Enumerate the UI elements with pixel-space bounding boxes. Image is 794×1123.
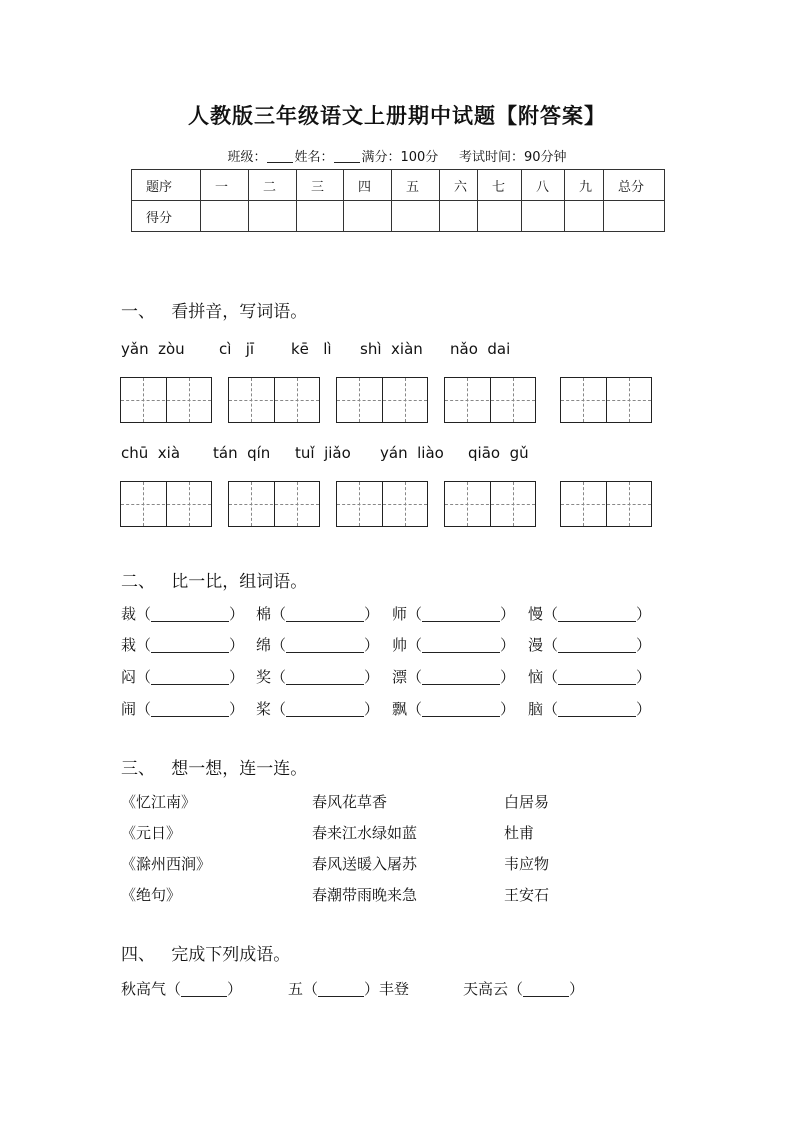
pinyin: tán qín xyxy=(213,444,271,462)
poem-title[interactable]: 《忆江南》 xyxy=(121,793,197,811)
poem-line[interactable]: 春风花草香 xyxy=(312,793,388,811)
close-paren: ） xyxy=(364,605,380,623)
close-paren: ） xyxy=(636,605,652,623)
page-title: 人教版三年级语文上册期中试题【附答案】 xyxy=(188,104,606,128)
idiom-after: ）丰登 xyxy=(364,980,410,998)
poem-title[interactable]: 《元日》 xyxy=(121,824,182,842)
idiom-item xyxy=(463,978,584,999)
compare-char: 闷 xyxy=(121,668,137,686)
close-paren: ） xyxy=(636,636,652,654)
open-paren: （ xyxy=(136,668,152,686)
score-header-cell: 一 xyxy=(201,170,249,201)
score-header-cell: 七 xyxy=(478,170,522,201)
poet-name[interactable]: 王安石 xyxy=(504,886,550,904)
score-cell[interactable] xyxy=(478,201,522,232)
close-paren: ） xyxy=(500,700,516,718)
class-label: 班级： xyxy=(227,150,267,165)
open-paren: （ xyxy=(136,605,152,623)
close-paren: ） xyxy=(364,636,380,654)
open-paren: （ xyxy=(407,636,423,654)
section2-title: 二、 比一比，组词语。 xyxy=(121,572,308,592)
idiom-before: 五（ xyxy=(288,980,319,998)
pinyin: shì xiàn xyxy=(360,340,423,358)
idiom-blank[interactable] xyxy=(318,982,364,997)
score-cell[interactable] xyxy=(522,201,565,232)
answer-blank[interactable] xyxy=(286,607,364,622)
open-paren: （ xyxy=(543,636,559,654)
compare-item xyxy=(256,634,379,655)
compare-item xyxy=(528,634,651,655)
answer-blank[interactable] xyxy=(422,638,500,653)
answer-blank[interactable] xyxy=(558,607,636,622)
score-row-label: 得分 xyxy=(132,201,201,232)
compare-char: 漫 xyxy=(528,636,544,654)
compare-item xyxy=(256,603,379,624)
poem-title[interactable]: 《滁州西涧》 xyxy=(121,855,212,873)
writing-grid[interactable] xyxy=(560,481,652,527)
open-paren: （ xyxy=(543,668,559,686)
idiom-after: ） xyxy=(227,980,243,998)
score-cell[interactable] xyxy=(344,201,392,232)
answer-blank[interactable] xyxy=(151,607,229,622)
compare-char: 裁 xyxy=(121,605,137,623)
pinyin: yán liào xyxy=(380,444,444,462)
compare-item xyxy=(528,666,651,687)
idiom-blank[interactable] xyxy=(181,982,227,997)
compare-item xyxy=(121,698,244,719)
compare-item xyxy=(392,698,515,719)
score-table xyxy=(131,169,665,232)
pinyin: qiāo gǔ xyxy=(468,444,529,462)
idiom-after: ） xyxy=(569,980,585,998)
answer-blank[interactable] xyxy=(151,638,229,653)
compare-char: 脑 xyxy=(528,700,544,718)
compare-item xyxy=(392,634,515,655)
open-paren: （ xyxy=(543,605,559,623)
poet-name[interactable]: 韦应物 xyxy=(504,855,550,873)
idiom-item xyxy=(288,978,409,999)
compare-item xyxy=(528,603,651,624)
writing-grid[interactable] xyxy=(560,377,652,423)
open-paren: （ xyxy=(543,700,559,718)
compare-char: 恼 xyxy=(528,668,544,686)
answer-blank[interactable] xyxy=(422,670,500,685)
score-cell[interactable] xyxy=(565,201,604,232)
score-header-cell: 四 xyxy=(344,170,392,201)
idiom-before: 秋高气（ xyxy=(121,980,182,998)
answer-blank[interactable] xyxy=(558,638,636,653)
idiom-before: 天高云（ xyxy=(463,980,524,998)
close-paren: ） xyxy=(500,636,516,654)
compare-char: 桨 xyxy=(256,700,272,718)
name-blank[interactable] xyxy=(334,149,360,163)
close-paren: ） xyxy=(229,605,245,623)
section4-title: 四、 完成下列成语。 xyxy=(121,945,291,965)
score-header-cell: 总分 xyxy=(604,170,665,201)
score-header-row xyxy=(132,170,665,201)
poet-name[interactable]: 白居易 xyxy=(504,793,550,811)
compare-char: 师 xyxy=(392,605,408,623)
close-paren: ） xyxy=(636,700,652,718)
open-paren: （ xyxy=(407,605,423,623)
section1-title: 一、 看拼音，写词语。 xyxy=(121,302,308,322)
close-paren: ） xyxy=(364,700,380,718)
open-paren: （ xyxy=(136,636,152,654)
score-row xyxy=(132,201,665,232)
writing-grid[interactable] xyxy=(120,481,212,527)
answer-blank[interactable] xyxy=(151,670,229,685)
open-paren: （ xyxy=(271,700,287,718)
answer-blank[interactable] xyxy=(286,638,364,653)
close-paren: ） xyxy=(500,668,516,686)
compare-char: 慢 xyxy=(528,605,544,623)
poem-title[interactable]: 《绝句》 xyxy=(121,886,182,904)
poet-name[interactable]: 杜甫 xyxy=(504,824,535,842)
pinyin: cì jī xyxy=(219,340,255,358)
score-cell[interactable] xyxy=(392,201,440,232)
name-label: 姓名： xyxy=(294,150,334,165)
score-cell[interactable] xyxy=(440,201,478,232)
answer-blank[interactable] xyxy=(422,607,500,622)
open-paren: （ xyxy=(136,700,152,718)
compare-item xyxy=(121,634,244,655)
score-cell[interactable] xyxy=(249,201,297,232)
writing-grid[interactable] xyxy=(228,377,320,423)
close-paren: ） xyxy=(364,668,380,686)
score-cell[interactable] xyxy=(201,201,249,232)
compare-char: 闹 xyxy=(121,700,137,718)
score-header-cell: 八 xyxy=(522,170,565,201)
open-paren: （ xyxy=(407,668,423,686)
open-paren: （ xyxy=(271,668,287,686)
answer-blank[interactable] xyxy=(558,702,636,717)
writing-grid[interactable] xyxy=(120,377,212,423)
compare-char: 漂 xyxy=(392,668,408,686)
compare-item xyxy=(256,698,379,719)
close-paren: ） xyxy=(229,636,245,654)
answer-blank[interactable] xyxy=(286,670,364,685)
answer-blank[interactable] xyxy=(558,670,636,685)
poem-line[interactable]: 春来江水绿如蓝 xyxy=(312,824,418,842)
compare-char: 奖 xyxy=(256,668,272,686)
writing-grid[interactable] xyxy=(336,481,428,527)
compare-char: 栽 xyxy=(121,636,137,654)
close-paren: ） xyxy=(636,668,652,686)
exam-info xyxy=(0,146,794,165)
score-header-cell: 二 xyxy=(249,170,297,201)
compare-item xyxy=(256,666,379,687)
score-header-cell: 六 xyxy=(440,170,478,201)
compare-item xyxy=(121,666,244,687)
class-blank[interactable] xyxy=(267,149,293,163)
compare-char: 棉 xyxy=(256,605,272,623)
close-paren: ） xyxy=(229,668,245,686)
idiom-item xyxy=(121,978,242,999)
open-paren: （ xyxy=(271,605,287,623)
close-paren: ） xyxy=(229,700,245,718)
compare-item xyxy=(392,603,515,624)
answer-blank[interactable] xyxy=(422,702,500,717)
score-header-cell: 五 xyxy=(392,170,440,201)
pinyin: nǎo dai xyxy=(450,340,511,358)
pinyin: kē lì xyxy=(291,340,332,358)
pinyin: chū xià xyxy=(121,444,181,462)
score-header-cell: 九 xyxy=(565,170,604,201)
section3-title: 三、 想一想，连一连。 xyxy=(121,759,308,779)
pinyin: yǎn zòu xyxy=(121,340,185,358)
answer-blank[interactable] xyxy=(151,702,229,717)
full-score: 满分：100分 xyxy=(361,150,439,165)
open-paren: （ xyxy=(407,700,423,718)
pinyin: tuǐ jiǎo xyxy=(295,444,351,462)
writing-grid[interactable] xyxy=(444,377,536,423)
answer-blank[interactable] xyxy=(286,702,364,717)
writing-grid[interactable] xyxy=(444,481,536,527)
writing-grid[interactable] xyxy=(228,481,320,527)
poem-line[interactable]: 春风送暖入屠苏 xyxy=(312,855,418,873)
compare-char: 帅 xyxy=(392,636,408,654)
score-header-cell: 三 xyxy=(297,170,344,201)
compare-char: 飘 xyxy=(392,700,408,718)
exam-time: 考试时间：90分钟 xyxy=(458,150,567,165)
score-cell[interactable] xyxy=(297,201,344,232)
score-cell[interactable] xyxy=(604,201,665,232)
compare-item xyxy=(528,698,651,719)
close-paren: ） xyxy=(500,605,516,623)
compare-item xyxy=(121,603,244,624)
open-paren: （ xyxy=(271,636,287,654)
compare-item xyxy=(392,666,515,687)
compare-char: 绵 xyxy=(256,636,272,654)
idiom-blank[interactable] xyxy=(523,982,569,997)
poem-line[interactable]: 春潮带雨晚来急 xyxy=(312,886,418,904)
writing-grid[interactable] xyxy=(336,377,428,423)
score-header-cell: 题序 xyxy=(132,170,201,201)
